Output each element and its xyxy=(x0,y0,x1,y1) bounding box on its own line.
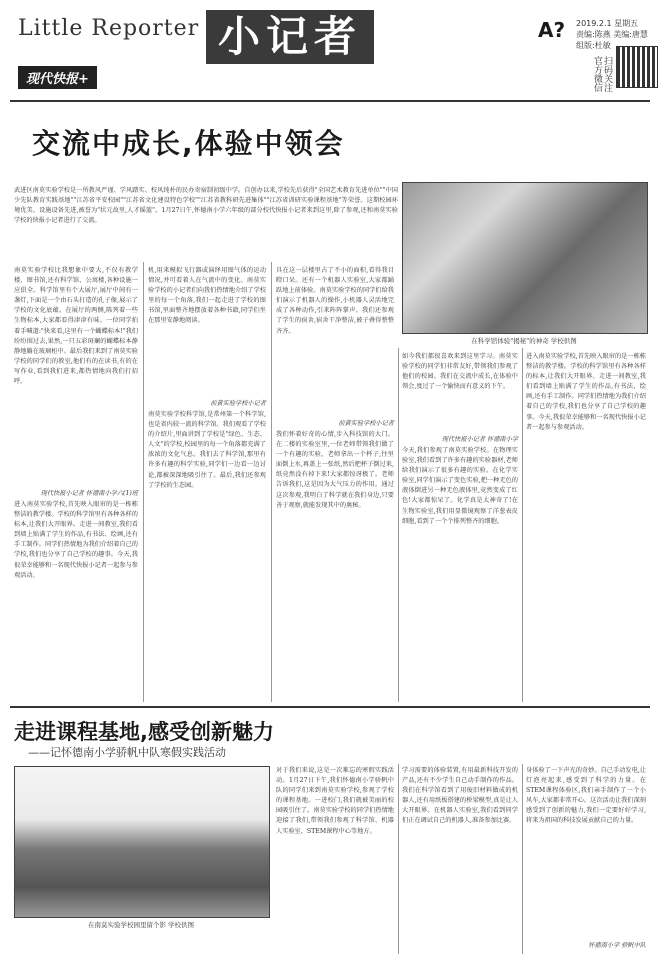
brand-logo: 现代快报+ xyxy=(18,66,97,89)
column-divider xyxy=(522,348,523,702)
article-column-2: 机,用来模拟飞行器或演绎用图气体的运动情况,并可看着人在气流中的变化。南莫实验学校的小记者们向我们热情地介绍了学校里的每一个角落,我们一起走进了学校的图书馆,里面整齐地摆放着各种书籍,同学们坐在那里安静地阅读。 xyxy=(148,267,266,325)
masthead-chinese-title: 小记者 xyxy=(206,10,374,64)
article-column-3b: 我们怀着好奇的心情,步入科技馆的大门。在二楼的实验室里,一位老师带领我们做了一个有趣的实验。老师拿出一个杯子,往里面倒上水,再盖上一张纸,然后把杯子倒过来,纸竟然没有掉下来!大家都惊讶极了。老师告诉我们,这是因为大气压力的作用。通过这次参观,我明白了科学就在我们身边,只要善于观察,就能发现其中的奥秘。 xyxy=(276,431,394,509)
masthead-rule xyxy=(10,100,650,102)
qr-code-icon xyxy=(616,46,658,88)
date-line: 2019.2.1 星期五 xyxy=(576,19,639,28)
column-divider xyxy=(143,262,144,702)
column-1-byline: 现代快报小记者 怀德南小学六(1)班 xyxy=(40,490,138,497)
photo-group xyxy=(14,766,270,918)
column-divider xyxy=(522,764,523,954)
column-divider xyxy=(398,764,399,954)
column-divider xyxy=(398,348,399,702)
column-4-byline: 现代快报小记者 怀德南小学 xyxy=(441,436,518,443)
section-letter: A? xyxy=(538,18,566,42)
article-column-1b: 进入南莫实验学校,首先映入眼帘的是一栋栋整洁的教学楼。学校的科学馆里有各种各样的标本,让我们大开眼界。走进一间教室,我们看到墙上贴满了学生的作品,有书法、绘画,还有手工制作。同学们热情地为我们介绍着自己的学校,我们也分享了自己学校的趣事。今天,我很荣幸能够和一名现代快报小记者一起参与参观活动。 xyxy=(14,501,138,579)
photo-science-hall xyxy=(402,182,648,334)
second-photo-caption: 在南莫实验学校园里留个影 学校供图 xyxy=(87,921,195,929)
masthead xyxy=(10,8,650,96)
column-divider xyxy=(271,262,272,702)
section-rule xyxy=(10,706,650,708)
second-headline: 走进课程基地,感受创新魅力 xyxy=(14,720,274,744)
editor-line: 责编:陈燕 美编:唐慧 xyxy=(576,30,648,39)
main-headline: 交流中成长,体验中领会 xyxy=(32,127,345,160)
article-column-4: 如今我们都很喜欢来到这里学习。南莫实验学校的同学们非常友好,带领我们参观了他们的校园。我们在交流中成长,在体验中领会,度过了一个愉快而有意义的下午。 xyxy=(402,353,518,391)
second-byline: 怀德南小学 骄帆中队 xyxy=(588,942,646,949)
second-subhead: ——记怀德南小学骄帆中队寒假实践活动 xyxy=(28,746,226,759)
masthead-english-title: Little Reporter xyxy=(18,16,200,41)
qr-label: 扫码关注官方微信 xyxy=(592,56,612,92)
column-3-byline: 前黄实验学校小记者 xyxy=(338,420,394,427)
article-column-1: 南莫实验学校比我想象中要大,不仅有教学楼、图书馆,还有科学馆、公寓楼,各种设施一应俱全。科学馆里有个大展厅,展厅中间有一盏灯,下面是一个由石头打造的孔子像,展示了学校的文化底蕴。在展厅的两侧,陈列着一些生物标本,大家都看得津津有味。一位同学拍着手喊道:"快来看,这里有一个蝴蝶标本!"我们纷纷围过去,果然,一只五彩斑斓的蝴蝶标本静静地躺在玻璃柜中。最后我们来到了南莫实验学校的同学们的教室,他们有的在读书,有的在写作业,看到我们进来,都热情地向我们打招呼。 xyxy=(14,267,138,386)
photo-caption: 在科学馆体验"揭秘"的神奇 学校供图 xyxy=(471,337,577,345)
lead-paragraph: 武进区南莫实验学校是一所教风严谨、学风踏实、校风纯朴的民办寄宿制初级中学。自创办以来,学校先后获得"全国艺术教育先进单位""中国少先队教育实践基地""江苏省平安校园""江苏省文化建设特色学校""江苏省教科研先进集体""江苏省训研实验课程基地"等荣誉。这期校园环境优美、设施设备先进,被誉为"状元故里,人才摇篮"。1月27日午,怀德南小学六年级的部分校代快报小记者来到这里,除了参观,还和南莫实验学校的快报小记者进行了交流。 xyxy=(14,187,398,225)
article-column-3: 具在这一层楼里占了不小的面积,看得我目瞪口呆。还有一个机器人实验室,大家都踊跃地上前体验。南莫实验学校的同学们给我们演示了机器人的操作,小机器人灵活地完成了各种动作,引来阵阵掌声。我们还参观了学生的宿舍,宿舍干净整洁,被子叠得整整齐齐。 xyxy=(276,267,394,335)
second-column-3: 身体验了一下声光的奇妙。自己手动发电,让灯泡亮起来,感受到了科学的力量。在STEM课程体验区,我们亲手制作了一个小风车,大家都非常开心。这次活动让我们深刻感受到了创新的魅力,我们一定要好好学习,将来为祖国的科技发展贡献自己的力量。 xyxy=(526,767,646,825)
article-column-4b: 今天,我们参观了南莫实验学校。在物理实验室,我们看到了许多有趣的实验器材,老师给我们演示了很多有趣的实验。在化学实验室,同学们演示了变色实验,把一种无色的液体倒进另一种无色液体里,竟然变成了红色!大家都惊呆了。化学真是太神奇了!在生物实验室,我们用显微镜观察了洋葱表皮细胞,看到了一个个排列整齐的细胞。 xyxy=(402,447,518,525)
second-column-1: 对于我们来说,这是一次难忘的寒假实践活动。1月27日下午,我们怀德南小学骄帆中队的同学们来到南莫实验学校,参观了学校的课程基地。一进校门,我们就被美丽的校园吸引住了。南莫实验学校的同学们热情地迎接了我们,带领我们参观了科学馆、机器人实验室、STEM课程中心等地方。 xyxy=(276,767,394,835)
article-column-5: 进入南莫实验学校,首先映入眼帘的是一栋栋整洁的教学楼。学校的科学馆里有各种各样的标本,让我们大开眼界。走进一间教室,我们看到墙上贴满了学生的作品,有书法、绘画,还有手工制作。同学们热情地为我们介绍着自己的学校,我们也分享了自己学校的趣事。今天,我很荣幸能够和一名现代快报小记者一起参与参观活动。 xyxy=(526,353,646,431)
layout-line: 组版:杜敏 xyxy=(576,41,611,50)
column-2-byline: 前黄实验学校小记者 xyxy=(210,400,266,407)
second-column-2: 学习需要的体验装置,有用最新科技开发的产品,还有不少学生自己动手制作的作品。我们在科学馆看到了用废旧材料做成的机器人,还有用纸板搭建的桥梁模型,真是让人大开眼界。在机器人实验室,我们看到同学们正在调试自己的机器人,准备参加比赛。 xyxy=(402,767,518,825)
article-column-2b: 南莫实验学校科学馆,是常州第一个科学馆,也是省内较一流的科学馆。我们观看了学校的介绍片,里面讲到了学校是"绿色、生态、人文"的学校,校园里的每一个角落都充满了浓浓的文化气息。我们去了科学馆,那里有许多有趣的科学实验,同学们一边看一边讨论,都被深深地吸引住了。最后,我们还参观了学校的生态园。 xyxy=(148,411,266,489)
